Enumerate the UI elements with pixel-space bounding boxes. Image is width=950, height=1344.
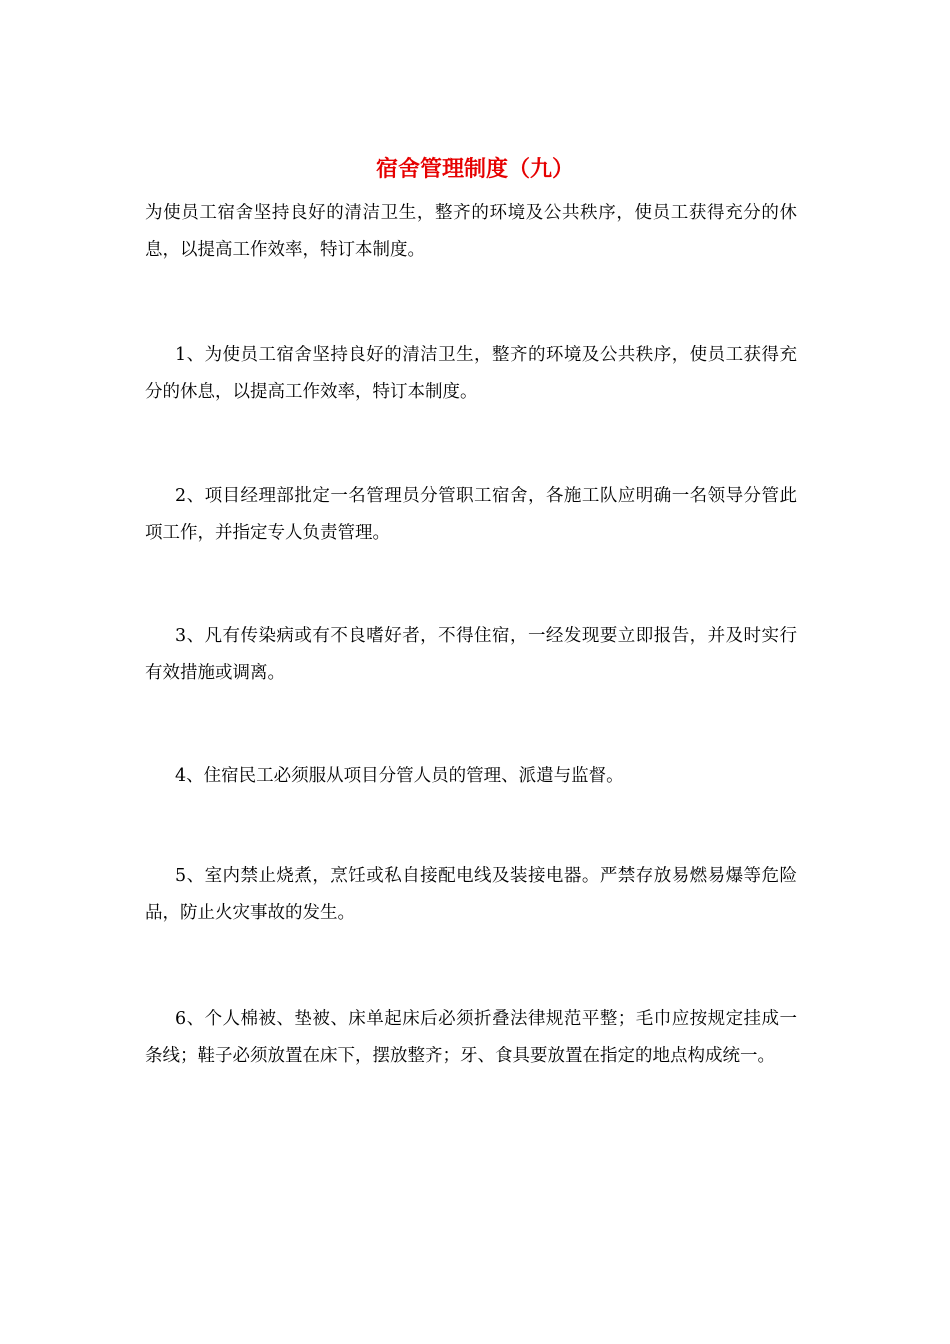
rule-item-1: 1、为使员工宿舍坚持良好的清洁卫生，整齐的环境及公共秩序，使员工获得充分的休息，以提高工作效率，特订本制度。 [145, 345, 797, 402]
rule-item-6: 6、个人棉被、垫被、床单起床后必须折叠法律规范平整；毛巾应按规定挂成一条线；鞋子必须放置在床下，摆放整齐；牙、食具要放置在指定的地点构成统一。 [145, 1009, 797, 1066]
intro-paragraph: 为使员工宿舍坚持良好的清洁卫生，整齐的环境及公共秩序，使员工获得充分的休息，以提高工作效率，特订本制度。 [145, 203, 797, 260]
rule-item-5: 5、室内禁止烧煮，烹饪或私自接配电线及装接电器。严禁存放易燃易爆等危险品，防止火灾事故的发生。 [145, 866, 797, 923]
rule-item-4: 4、住宿民工必须服从项目分管人员的管理、派遣与监督。 [175, 766, 624, 786]
rule-item-2: 2、项目经理部批定一名管理员分管职工宿舍，各施工队应明确一名领导分管此项工作，并指定专人负责管理。 [145, 486, 797, 543]
rule-item-3: 3、凡有传染病或有不良嗜好者，不得住宿，一经发现要立即报告，并及时实行有效措施或调离。 [145, 626, 797, 683]
document-title: 宿舍管理制度（九） [375, 156, 574, 182]
